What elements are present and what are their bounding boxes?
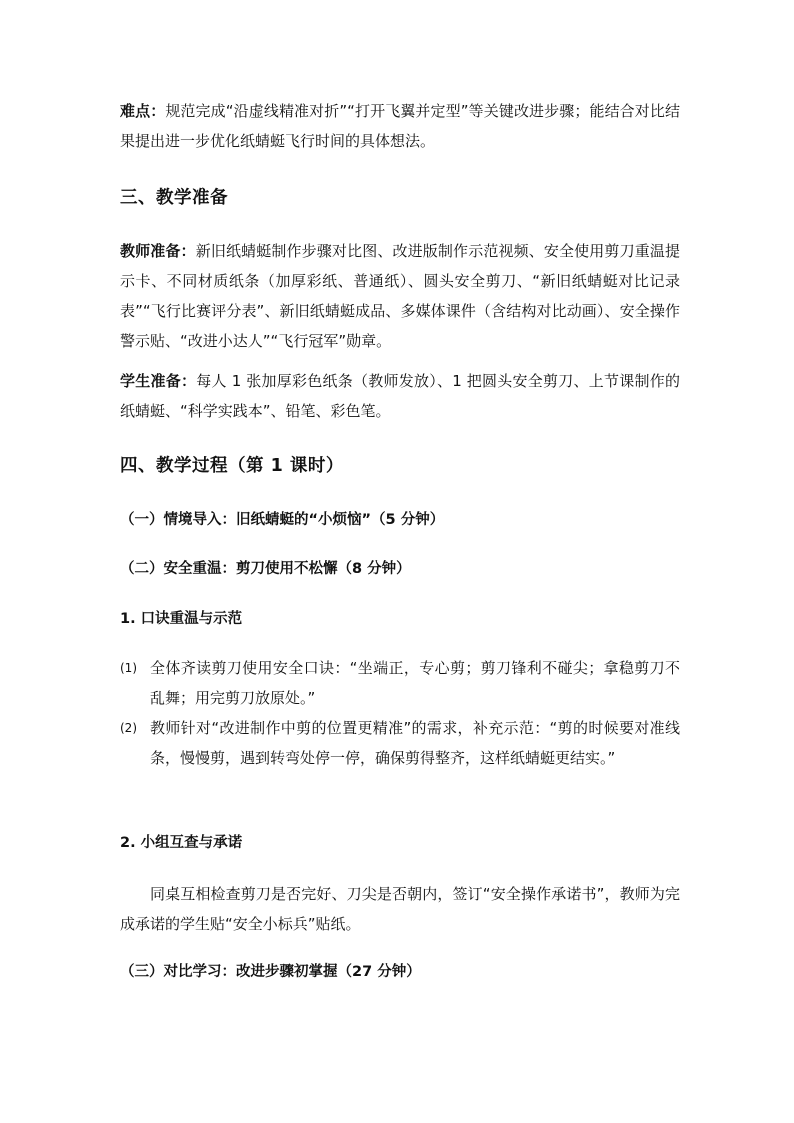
difficulty-text: 规范完成“沿虚线精准对折”“打开飞翼并定型”等关键改进步骤；能结合对比结果提出进一步优化纸蜻蜓飞行时间的具体想法。	[120, 102, 680, 150]
part1-heading	[120, 506, 680, 534]
sub2-heading	[120, 829, 680, 857]
difficulty-paragraph	[120, 96, 680, 156]
section3-heading	[120, 183, 680, 213]
sub2-title: 2. 小组互查与承诺	[120, 835, 243, 851]
teacher-prep-label: 教师准备：	[120, 242, 196, 260]
sub2-text: 同桌互相检查剪刀是否完好、刀尖是否朝内，签订“安全操作承诺书”，教师为完成承诺的学生贴“安全小标兵”贴纸。	[120, 885, 680, 933]
teacher-prep-text: 新旧纸蜻蜓制作步骤对比图、改进版制作示范视频、安全使用剪刀重温提示卡、不同材质纸条（加厚彩纸、普通纸）、圆头安全剪刀、“新旧纸蜻蜓对比记录表”“飞行比赛评分表”、新旧纸蜻蜓成品、多媒体课件（含结构对比动画）、安全操作警示贴、“改进小达人”“飞行冠军”勋章。	[120, 242, 680, 350]
student-prep-label: 学生准备：	[120, 372, 197, 390]
difficulty-label: 难点：	[120, 102, 166, 120]
part2-title: （二）安全重温：剪刀使用不松懈（8 分钟）	[120, 561, 411, 577]
sub1-title: 1. 口诀重温与示范	[120, 611, 243, 627]
safety-list	[120, 653, 680, 773]
list-item	[120, 653, 680, 713]
list-item	[120, 713, 680, 773]
part1-title: （一）情境导入：旧纸蜻蜓的“小烦恼”（5 分钟）	[120, 512, 445, 528]
section4-heading	[120, 451, 680, 481]
list-item-number: (2)	[120, 721, 137, 735]
student-prep-text: 每人 1 张加厚彩色纸条（教师发放）、1 把圆头安全剪刀、上节课制作的纸蜻蜓、“科学实践本”、铅笔、彩色笔。	[120, 372, 680, 420]
student-prep-paragraph	[120, 366, 680, 426]
part3-heading	[120, 958, 680, 986]
part2-heading	[120, 555, 680, 583]
list-item-text: 教师针对“改进制作中剪的位置更精准”的需求，补充示范：“剪的时候要对准线条，慢慢剪，遇到转弯处停一停，确保剪得整齐，这样纸蜻蜓更结实。”	[150, 719, 680, 767]
section4-title: 四、教学过程（第 1 课时）	[120, 456, 344, 476]
list-item-text: 全体齐读剪刀使用安全口诀：“坐端正，专心剪；剪刀锋利不碰尖；拿稳剪刀不乱舞；用完剪刀放原处。”	[150, 659, 680, 707]
teacher-prep-paragraph	[120, 236, 680, 356]
list-item-number: (1)	[120, 661, 137, 675]
sub1-heading	[120, 605, 680, 633]
part3-title: （三）对比学习：改进步骤初掌握（27 分钟）	[120, 964, 421, 980]
section3-title: 三、教学准备	[120, 188, 228, 208]
sub2-paragraph	[120, 879, 680, 939]
